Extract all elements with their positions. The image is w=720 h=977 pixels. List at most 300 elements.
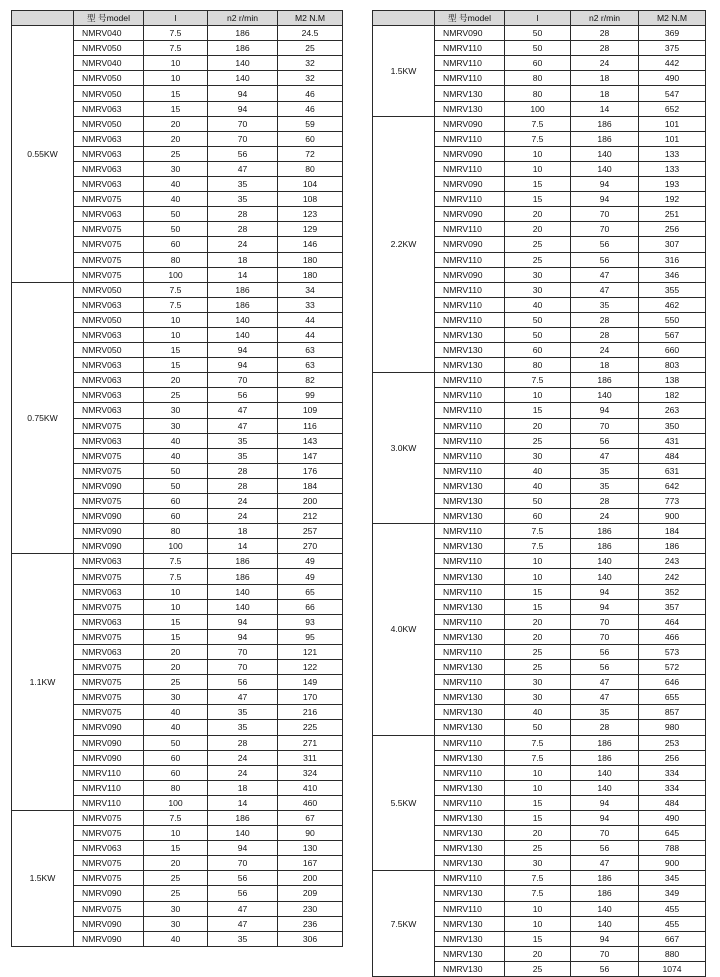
ratio-cell: 40 [505, 297, 571, 312]
speed-cell: 186 [208, 554, 278, 569]
power-cell: 3.0KW [373, 373, 435, 524]
model-cell: NMRV075 [74, 237, 144, 252]
torque-cell: 655 [639, 690, 706, 705]
model-cell: NMRV075 [74, 599, 144, 614]
speed-cell: 94 [208, 101, 278, 116]
ratio-cell: 30 [144, 690, 208, 705]
model-cell: NMRV090 [435, 26, 505, 41]
torque-cell: 271 [278, 735, 343, 750]
speed-cell: 14 [571, 101, 639, 116]
torque-cell: 642 [639, 478, 706, 493]
ratio-cell: 15 [144, 86, 208, 101]
torque-cell: 143 [278, 433, 343, 448]
model-cell: NMRV130 [435, 961, 505, 976]
model-cell: NMRV090 [435, 146, 505, 161]
torque-cell: 63 [278, 358, 343, 373]
ratio-cell: 7.5 [505, 886, 571, 901]
model-cell: NMRV063 [74, 131, 144, 146]
speed-cell: 140 [571, 161, 639, 176]
ratio-cell: 20 [144, 856, 208, 871]
torque-cell: 130 [278, 841, 343, 856]
speed-cell: 35 [571, 705, 639, 720]
model-cell: NMRV063 [74, 373, 144, 388]
speed-cell: 70 [571, 418, 639, 433]
ratio-cell: 30 [505, 267, 571, 282]
torque-cell: 547 [639, 86, 706, 101]
speed-cell: 18 [208, 524, 278, 539]
torque-cell: 33 [278, 297, 343, 312]
ratio-cell: 50 [144, 222, 208, 237]
ratio-cell: 50 [505, 41, 571, 56]
ratio-cell: 10 [505, 161, 571, 176]
speed-cell: 70 [571, 629, 639, 644]
table-row [373, 735, 706, 750]
model-cell: NMRV050 [74, 343, 144, 358]
power-cell: 0.55KW [12, 26, 74, 283]
torque-cell: 572 [639, 660, 706, 675]
torque-cell: 186 [639, 539, 706, 554]
power-cell: 0.75KW [12, 282, 74, 554]
speed-cell: 28 [571, 41, 639, 56]
speed-cell: 35 [208, 192, 278, 207]
model-cell: NMRV075 [74, 267, 144, 282]
speed-cell: 94 [571, 403, 639, 418]
torque-cell: 25 [278, 41, 343, 56]
torque-cell: 184 [639, 524, 706, 539]
torque-cell: 46 [278, 101, 343, 116]
speed-cell: 140 [571, 146, 639, 161]
model-cell: NMRV110 [435, 192, 505, 207]
torque-cell: 567 [639, 327, 706, 342]
speed-cell: 24 [208, 750, 278, 765]
torque-cell: 104 [278, 177, 343, 192]
model-cell: NMRV130 [435, 720, 505, 735]
power-cell: 1.1KW [12, 554, 74, 811]
model-cell: NMRV075 [74, 252, 144, 267]
model-cell: NMRV090 [74, 539, 144, 554]
speed-cell: 28 [208, 735, 278, 750]
ratio-cell: 40 [144, 448, 208, 463]
model-cell: NMRV075 [74, 826, 144, 841]
speed-cell: 94 [571, 931, 639, 946]
speed-cell: 70 [208, 116, 278, 131]
speed-cell: 140 [208, 584, 278, 599]
torque-cell: 138 [639, 373, 706, 388]
power-cell: 1.5KW [12, 810, 74, 946]
torque-cell: 573 [639, 644, 706, 659]
ratio-cell: 10 [505, 554, 571, 569]
torque-cell: 667 [639, 931, 706, 946]
model-cell: NMRV110 [435, 222, 505, 237]
torque-cell: 212 [278, 509, 343, 524]
model-cell: NMRV130 [435, 690, 505, 705]
model-cell: NMRV110 [74, 765, 144, 780]
ratio-cell: 10 [505, 569, 571, 584]
model-cell: NMRV110 [435, 644, 505, 659]
speed-cell: 47 [571, 675, 639, 690]
speed-cell: 70 [571, 946, 639, 961]
ratio-cell: 15 [505, 177, 571, 192]
speed-cell: 94 [208, 614, 278, 629]
model-cell: NMRV090 [74, 735, 144, 750]
table-row [373, 524, 706, 539]
ratio-cell: 20 [505, 207, 571, 222]
model-cell: NMRV110 [435, 735, 505, 750]
ratio-cell: 10 [144, 599, 208, 614]
ratio-cell: 7.5 [144, 41, 208, 56]
speed-cell: 70 [571, 222, 639, 237]
ratio-cell: 80 [505, 86, 571, 101]
ratio-cell: 60 [505, 56, 571, 71]
ratio-cell: 30 [505, 448, 571, 463]
table-row [12, 26, 343, 41]
torque-cell: 34 [278, 282, 343, 297]
ratio-cell: 25 [505, 252, 571, 267]
ratio-cell: 10 [505, 146, 571, 161]
ratio-cell: 30 [144, 161, 208, 176]
model-cell: NMRV110 [74, 780, 144, 795]
model-cell: NMRV075 [74, 660, 144, 675]
model-cell: NMRV090 [435, 177, 505, 192]
model-cell: NMRV063 [74, 841, 144, 856]
model-cell: NMRV040 [74, 56, 144, 71]
ratio-cell: 7.5 [144, 26, 208, 41]
torque-cell: 243 [639, 554, 706, 569]
torque-cell: 108 [278, 192, 343, 207]
speed-cell: 47 [571, 690, 639, 705]
torque-cell: 149 [278, 675, 343, 690]
ratio-cell: 50 [505, 720, 571, 735]
model-cell: NMRV130 [435, 780, 505, 795]
power-cell: 5.5KW [373, 735, 435, 871]
torque-cell: 146 [278, 237, 343, 252]
header-model: 型 号model [435, 11, 505, 26]
ratio-cell: 25 [144, 388, 208, 403]
speed-cell: 140 [208, 312, 278, 327]
torque-cell: 66 [278, 599, 343, 614]
ratio-cell: 60 [144, 237, 208, 252]
speed-cell: 24 [571, 509, 639, 524]
ratio-cell: 25 [505, 841, 571, 856]
ratio-cell: 20 [144, 373, 208, 388]
torque-cell: 900 [639, 856, 706, 871]
model-cell: NMRV063 [74, 554, 144, 569]
model-cell: NMRV110 [435, 312, 505, 327]
torque-cell: 170 [278, 690, 343, 705]
ratio-cell: 30 [144, 916, 208, 931]
model-cell: NMRV130 [435, 599, 505, 614]
model-cell: NMRV090 [74, 524, 144, 539]
ratio-cell: 20 [144, 131, 208, 146]
torque-cell: 133 [639, 161, 706, 176]
speed-cell: 94 [208, 841, 278, 856]
ratio-cell: 30 [144, 403, 208, 418]
torque-cell: 462 [639, 297, 706, 312]
header-model: 型 号model [74, 11, 144, 26]
ratio-cell: 15 [144, 841, 208, 856]
ratio-cell: 80 [144, 780, 208, 795]
speed-cell: 140 [571, 765, 639, 780]
model-cell: NMRV110 [435, 554, 505, 569]
speed-cell: 14 [208, 539, 278, 554]
torque-cell: 122 [278, 660, 343, 675]
model-cell: NMRV130 [435, 856, 505, 871]
model-cell: NMRV130 [435, 750, 505, 765]
speed-cell: 94 [571, 599, 639, 614]
ratio-cell: 10 [505, 388, 571, 403]
speed-cell: 70 [571, 826, 639, 841]
model-cell: NMRV130 [435, 539, 505, 554]
ratio-cell: 40 [505, 705, 571, 720]
speed-cell: 140 [571, 901, 639, 916]
torque-cell: 369 [639, 26, 706, 41]
speed-cell: 56 [571, 237, 639, 252]
speed-cell: 56 [208, 886, 278, 901]
speed-cell: 94 [571, 810, 639, 825]
model-cell: NMRV050 [74, 86, 144, 101]
torque-cell: 257 [278, 524, 343, 539]
ratio-cell: 20 [505, 418, 571, 433]
torque-cell: 60 [278, 131, 343, 146]
ratio-cell: 40 [144, 705, 208, 720]
speed-cell: 47 [208, 916, 278, 931]
ratio-cell: 50 [505, 327, 571, 342]
torque-cell: 200 [278, 494, 343, 509]
speed-cell: 35 [571, 478, 639, 493]
spec-table-right [372, 10, 706, 977]
speed-cell: 70 [208, 660, 278, 675]
model-cell: NMRV110 [435, 584, 505, 599]
ratio-cell: 60 [144, 509, 208, 524]
ratio-cell: 50 [505, 494, 571, 509]
torque-cell: 307 [639, 237, 706, 252]
model-cell: NMRV063 [74, 358, 144, 373]
speed-cell: 186 [571, 886, 639, 901]
model-cell: NMRV110 [435, 614, 505, 629]
model-cell: NMRV110 [435, 675, 505, 690]
ratio-cell: 80 [144, 252, 208, 267]
model-cell: NMRV110 [435, 403, 505, 418]
ratio-cell: 10 [505, 901, 571, 916]
speed-cell: 186 [208, 41, 278, 56]
ratio-cell: 7.5 [505, 524, 571, 539]
ratio-cell: 10 [144, 312, 208, 327]
torque-cell: 101 [639, 131, 706, 146]
model-cell: NMRV110 [435, 433, 505, 448]
model-cell: NMRV063 [74, 177, 144, 192]
ratio-cell: 100 [144, 539, 208, 554]
model-cell: NMRV063 [74, 403, 144, 418]
ratio-cell: 15 [505, 795, 571, 810]
torque-cell: 652 [639, 101, 706, 116]
ratio-cell: 7.5 [505, 750, 571, 765]
speed-cell: 140 [571, 916, 639, 931]
ratio-cell: 30 [144, 418, 208, 433]
speed-cell: 35 [208, 177, 278, 192]
torque-cell: 263 [639, 403, 706, 418]
torque-cell: 80 [278, 161, 343, 176]
torque-cell: 464 [639, 614, 706, 629]
ratio-cell: 7.5 [505, 373, 571, 388]
torque-cell: 32 [278, 71, 343, 86]
speed-cell: 28 [208, 463, 278, 478]
model-cell: NMRV063 [74, 614, 144, 629]
speed-cell: 18 [571, 358, 639, 373]
speed-cell: 35 [208, 448, 278, 463]
table-row [12, 554, 343, 569]
ratio-cell: 25 [144, 675, 208, 690]
torque-cell: 200 [278, 871, 343, 886]
model-cell: NMRV075 [74, 871, 144, 886]
torque-cell: 253 [639, 735, 706, 750]
ratio-cell: 15 [505, 192, 571, 207]
torque-cell: 256 [639, 222, 706, 237]
model-cell: NMRV075 [74, 675, 144, 690]
ratio-cell: 10 [144, 826, 208, 841]
speed-cell: 56 [571, 644, 639, 659]
speed-cell: 70 [208, 373, 278, 388]
header-power [373, 11, 435, 26]
torque-cell: 270 [278, 539, 343, 554]
ratio-cell: 30 [505, 675, 571, 690]
model-cell: NMRV075 [74, 690, 144, 705]
ratio-cell: 50 [505, 312, 571, 327]
model-cell: NMRV130 [435, 509, 505, 524]
speed-cell: 24 [208, 237, 278, 252]
speed-cell: 47 [208, 901, 278, 916]
speed-cell: 56 [208, 146, 278, 161]
model-cell: NMRV110 [74, 795, 144, 810]
header-speed: n2 r/min [208, 11, 278, 26]
ratio-cell: 15 [505, 931, 571, 946]
ratio-cell: 100 [505, 101, 571, 116]
torque-cell: 550 [639, 312, 706, 327]
model-cell: NMRV110 [435, 131, 505, 146]
speed-cell: 94 [571, 177, 639, 192]
model-cell: NMRV063 [74, 327, 144, 342]
model-cell: NMRV063 [74, 297, 144, 312]
torque-cell: 192 [639, 192, 706, 207]
ratio-cell: 20 [144, 644, 208, 659]
ratio-cell: 25 [505, 237, 571, 252]
torque-cell: 251 [639, 207, 706, 222]
table-row [12, 810, 343, 825]
speed-cell: 186 [208, 810, 278, 825]
speed-cell: 56 [571, 252, 639, 267]
speed-cell: 70 [571, 207, 639, 222]
speed-cell: 140 [208, 826, 278, 841]
ratio-cell: 25 [144, 886, 208, 901]
torque-cell: 193 [639, 177, 706, 192]
model-cell: NMRV130 [435, 494, 505, 509]
ratio-cell: 15 [144, 358, 208, 373]
model-cell: NMRV063 [74, 433, 144, 448]
torque-cell: 167 [278, 856, 343, 871]
torque-cell: 442 [639, 56, 706, 71]
speed-cell: 94 [208, 358, 278, 373]
model-cell: NMRV090 [435, 207, 505, 222]
speed-cell: 28 [571, 312, 639, 327]
torque-cell: 236 [278, 916, 343, 931]
torque-cell: 72 [278, 146, 343, 161]
torque-cell: 773 [639, 494, 706, 509]
speed-cell: 94 [208, 343, 278, 358]
ratio-cell: 20 [505, 946, 571, 961]
model-cell: NMRV110 [435, 871, 505, 886]
ratio-cell: 20 [505, 614, 571, 629]
ratio-cell: 15 [144, 629, 208, 644]
torque-cell: 209 [278, 886, 343, 901]
ratio-cell: 7.5 [505, 539, 571, 554]
torque-cell: 803 [639, 358, 706, 373]
ratio-cell: 7.5 [144, 569, 208, 584]
torque-cell: 857 [639, 705, 706, 720]
torque-cell: 316 [639, 252, 706, 267]
model-cell: NMRV130 [435, 358, 505, 373]
model-cell: NMRV090 [435, 116, 505, 131]
speed-cell: 47 [208, 418, 278, 433]
model-cell: NMRV090 [74, 916, 144, 931]
torque-cell: 63 [278, 343, 343, 358]
model-cell: NMRV040 [74, 26, 144, 41]
model-cell: NMRV075 [74, 418, 144, 433]
ratio-cell: 60 [505, 343, 571, 358]
header-ratio: I [144, 11, 208, 26]
spec-table-left [11, 10, 343, 947]
speed-cell: 186 [571, 735, 639, 750]
ratio-cell: 50 [144, 478, 208, 493]
model-cell: NMRV063 [74, 161, 144, 176]
speed-cell: 94 [571, 584, 639, 599]
ratio-cell: 30 [505, 690, 571, 705]
model-cell: NMRV050 [74, 282, 144, 297]
ratio-cell: 10 [505, 780, 571, 795]
ratio-cell: 10 [144, 327, 208, 342]
ratio-cell: 15 [505, 584, 571, 599]
torque-cell: 645 [639, 826, 706, 841]
torque-cell: 346 [639, 267, 706, 282]
torque-cell: 225 [278, 720, 343, 735]
model-cell: NMRV050 [74, 312, 144, 327]
ratio-cell: 80 [505, 71, 571, 86]
torque-cell: 455 [639, 901, 706, 916]
torque-cell: 460 [278, 795, 343, 810]
speed-cell: 35 [208, 931, 278, 946]
speed-cell: 28 [571, 327, 639, 342]
header-torque: M2 N.M [278, 11, 343, 26]
model-cell: NMRV110 [435, 56, 505, 71]
ratio-cell: 60 [144, 494, 208, 509]
model-cell: NMRV075 [74, 569, 144, 584]
speed-cell: 24 [208, 765, 278, 780]
model-cell: NMRV130 [435, 705, 505, 720]
model-cell: NMRV130 [435, 931, 505, 946]
torque-cell: 101 [639, 116, 706, 131]
model-cell: NMRV130 [435, 343, 505, 358]
ratio-cell: 80 [144, 524, 208, 539]
torque-cell: 59 [278, 116, 343, 131]
table-row [373, 26, 706, 41]
torque-cell: 352 [639, 584, 706, 599]
model-cell: NMRV110 [435, 373, 505, 388]
ratio-cell: 40 [144, 931, 208, 946]
speed-cell: 35 [208, 705, 278, 720]
torque-cell: 44 [278, 312, 343, 327]
model-cell: NMRV110 [435, 252, 505, 267]
model-cell: NMRV110 [435, 448, 505, 463]
speed-cell: 186 [208, 26, 278, 41]
torque-cell: 880 [639, 946, 706, 961]
